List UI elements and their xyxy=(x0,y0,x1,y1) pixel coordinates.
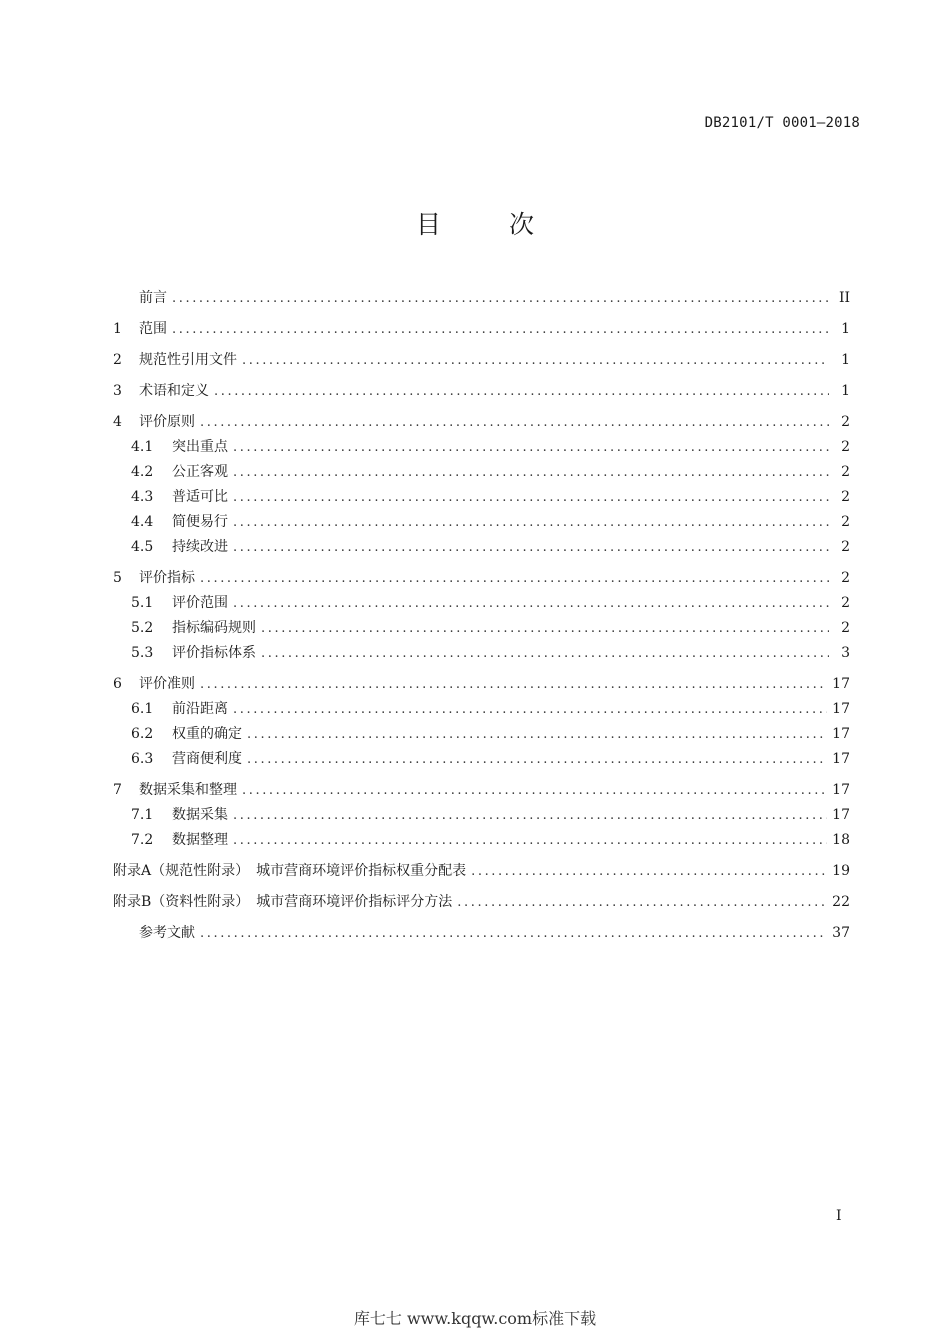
toc-entry-page: 2 xyxy=(841,570,850,586)
toc-entry-page: 37 xyxy=(832,925,850,941)
toc-entry-label: 参考文献 xyxy=(139,925,195,941)
toc-entry-number: 4.2 xyxy=(131,464,154,480)
toc-entry[interactable] xyxy=(113,697,850,722)
toc-entry-label: 普适可比 xyxy=(172,489,228,505)
toc-entry-page: 1 xyxy=(841,383,850,399)
toc-entry[interactable] xyxy=(113,859,850,884)
toc-entry[interactable] xyxy=(113,379,850,404)
toc-dot-leader xyxy=(233,510,829,535)
toc-entry[interactable] xyxy=(113,890,850,915)
toc-entry-page: 2 xyxy=(841,514,850,530)
toc-entry-label: 数据整理 xyxy=(172,832,228,848)
toc-entry[interactable] xyxy=(113,803,850,828)
toc-entry-label: 权重的确定 xyxy=(172,726,242,742)
toc-dot-leader xyxy=(247,747,827,772)
toc-entry-number: 1 xyxy=(113,321,122,337)
toc-entry-page: 2 xyxy=(841,489,850,505)
toc-entry-page: 1 xyxy=(841,321,850,337)
toc-entry-label: 评价准则 xyxy=(139,676,195,692)
toc-entry-label: 营商便利度 xyxy=(172,751,242,767)
toc-dot-leader xyxy=(200,566,829,591)
toc-entry-label: 术语和定义 xyxy=(139,383,209,399)
toc-entry-label: 评价指标体系 xyxy=(172,645,256,661)
toc-entry[interactable] xyxy=(113,410,850,435)
toc-entry-label: 数据采集 xyxy=(172,807,228,823)
toc-dot-leader xyxy=(233,435,829,460)
toc-dot-leader xyxy=(200,410,829,435)
toc-dot-leader xyxy=(172,317,829,342)
toc-entry-label: 附录A（规范性附录） 城市营商环境评价指标权重分配表 xyxy=(113,863,467,879)
toc-dot-leader xyxy=(261,616,829,641)
table-of-contents xyxy=(113,286,850,946)
toc-entry-page: 2 xyxy=(841,620,850,636)
toc-entry-page: 2 xyxy=(841,595,850,611)
toc-entry[interactable] xyxy=(113,591,850,616)
toc-dot-leader xyxy=(214,379,829,404)
toc-dot-leader xyxy=(200,921,827,946)
toc-entry-number: 5.3 xyxy=(131,645,154,661)
toc-entry-label: 评价指标 xyxy=(139,570,195,586)
toc-entry-number: 5.2 xyxy=(131,620,154,636)
toc-entry-page: 17 xyxy=(832,807,850,823)
toc-entry-label: 指标编码规则 xyxy=(172,620,256,636)
toc-entry-page: 3 xyxy=(841,645,850,661)
toc-dot-leader xyxy=(233,591,829,616)
toc-dot-leader xyxy=(233,535,829,560)
toc-entry-number: 6.3 xyxy=(131,751,154,767)
toc-entry-label: 突出重点 xyxy=(172,439,228,455)
toc-entry-page: 17 xyxy=(832,676,850,692)
toc-entry-number: 7.2 xyxy=(131,832,154,848)
toc-entry-label: 评价原则 xyxy=(139,414,195,430)
toc-entry-page: 18 xyxy=(832,832,850,848)
toc-entry-page: 22 xyxy=(832,894,850,910)
toc-entry-page: II xyxy=(838,290,850,306)
toc-entry[interactable] xyxy=(113,317,850,342)
toc-entry-page: 17 xyxy=(832,726,850,742)
toc-entry[interactable] xyxy=(113,616,850,641)
footer-watermark: 库七七 www.kqqw.com标准下载 xyxy=(353,1309,597,1328)
toc-entry[interactable] xyxy=(113,286,850,311)
toc-entry-page: 2 xyxy=(841,464,850,480)
toc-entry-label: 前沿距离 xyxy=(172,701,228,717)
toc-dot-leader xyxy=(172,286,829,311)
toc-dot-leader xyxy=(200,672,827,697)
toc-entry-number: 4.1 xyxy=(131,439,154,455)
toc-dot-leader xyxy=(242,348,829,373)
toc-entry[interactable] xyxy=(113,460,850,485)
toc-dot-leader xyxy=(233,828,827,853)
toc-entry-number: 6.2 xyxy=(131,726,154,742)
toc-entry-number: 5.1 xyxy=(131,595,154,611)
toc-dot-leader xyxy=(457,890,827,915)
toc-entry-label: 附录B（资料性附录） 城市营商环境评价指标评分方法 xyxy=(113,894,453,910)
page-title: 目 次 xyxy=(416,210,564,239)
toc-entry-number: 6.1 xyxy=(131,701,154,717)
toc-entry[interactable] xyxy=(113,566,850,591)
toc-entry[interactable] xyxy=(113,828,850,853)
toc-entry[interactable] xyxy=(113,747,850,772)
toc-entry-number: 7 xyxy=(113,782,122,798)
toc-entry-page: 1 xyxy=(841,352,850,368)
toc-entry-page: 19 xyxy=(832,863,850,879)
toc-entry-page: 17 xyxy=(832,751,850,767)
toc-entry-page: 17 xyxy=(832,701,850,717)
toc-entry-number: 2 xyxy=(113,352,122,368)
toc-entry-number: 4 xyxy=(113,414,122,430)
toc-entry[interactable] xyxy=(113,672,850,697)
toc-entry-label: 持续改进 xyxy=(172,539,228,555)
toc-entry-label: 规范性引用文件 xyxy=(139,352,237,368)
toc-entry-page: 2 xyxy=(841,539,850,555)
toc-entry-label: 数据采集和整理 xyxy=(139,782,237,798)
toc-entry-number: 3 xyxy=(113,383,122,399)
toc-entry[interactable] xyxy=(113,535,850,560)
toc-entry-number: 4.3 xyxy=(131,489,154,505)
toc-entry-label: 评价范围 xyxy=(172,595,228,611)
toc-entry-label: 公正客观 xyxy=(172,464,228,480)
toc-entry[interactable] xyxy=(113,641,850,666)
toc-entry-page: 2 xyxy=(841,414,850,430)
toc-entry[interactable] xyxy=(113,722,850,747)
toc-dot-leader xyxy=(242,778,827,803)
toc-entry-number: 6 xyxy=(113,676,122,692)
toc-entry-label: 简便易行 xyxy=(172,514,228,530)
standard-code: DB2101/T 0001—2018 xyxy=(704,115,860,131)
toc-entry-page: 2 xyxy=(841,439,850,455)
toc-dot-leader xyxy=(233,485,829,510)
toc-entry-number: 7.1 xyxy=(131,807,154,823)
toc-entry-label: 范围 xyxy=(139,321,167,337)
toc-entry-number: 5 xyxy=(113,570,122,586)
toc-dot-leader xyxy=(471,859,827,884)
toc-dot-leader xyxy=(233,697,827,722)
toc-dot-leader xyxy=(233,460,829,485)
toc-entry[interactable] xyxy=(113,921,850,946)
toc-entry[interactable] xyxy=(113,348,850,373)
toc-entry-page: 17 xyxy=(832,782,850,798)
toc-dot-leader xyxy=(233,803,827,828)
toc-entry[interactable] xyxy=(113,778,850,803)
toc-entry[interactable] xyxy=(113,485,850,510)
toc-entry[interactable] xyxy=(113,435,850,460)
toc-entry-label: 前言 xyxy=(139,290,167,306)
toc-dot-leader xyxy=(261,641,829,666)
toc-entry-number: 4.5 xyxy=(131,539,154,555)
toc-dot-leader xyxy=(247,722,827,747)
page-number: I xyxy=(836,1208,842,1224)
toc-entry-number: 4.4 xyxy=(131,514,154,530)
toc-entry[interactable] xyxy=(113,510,850,535)
